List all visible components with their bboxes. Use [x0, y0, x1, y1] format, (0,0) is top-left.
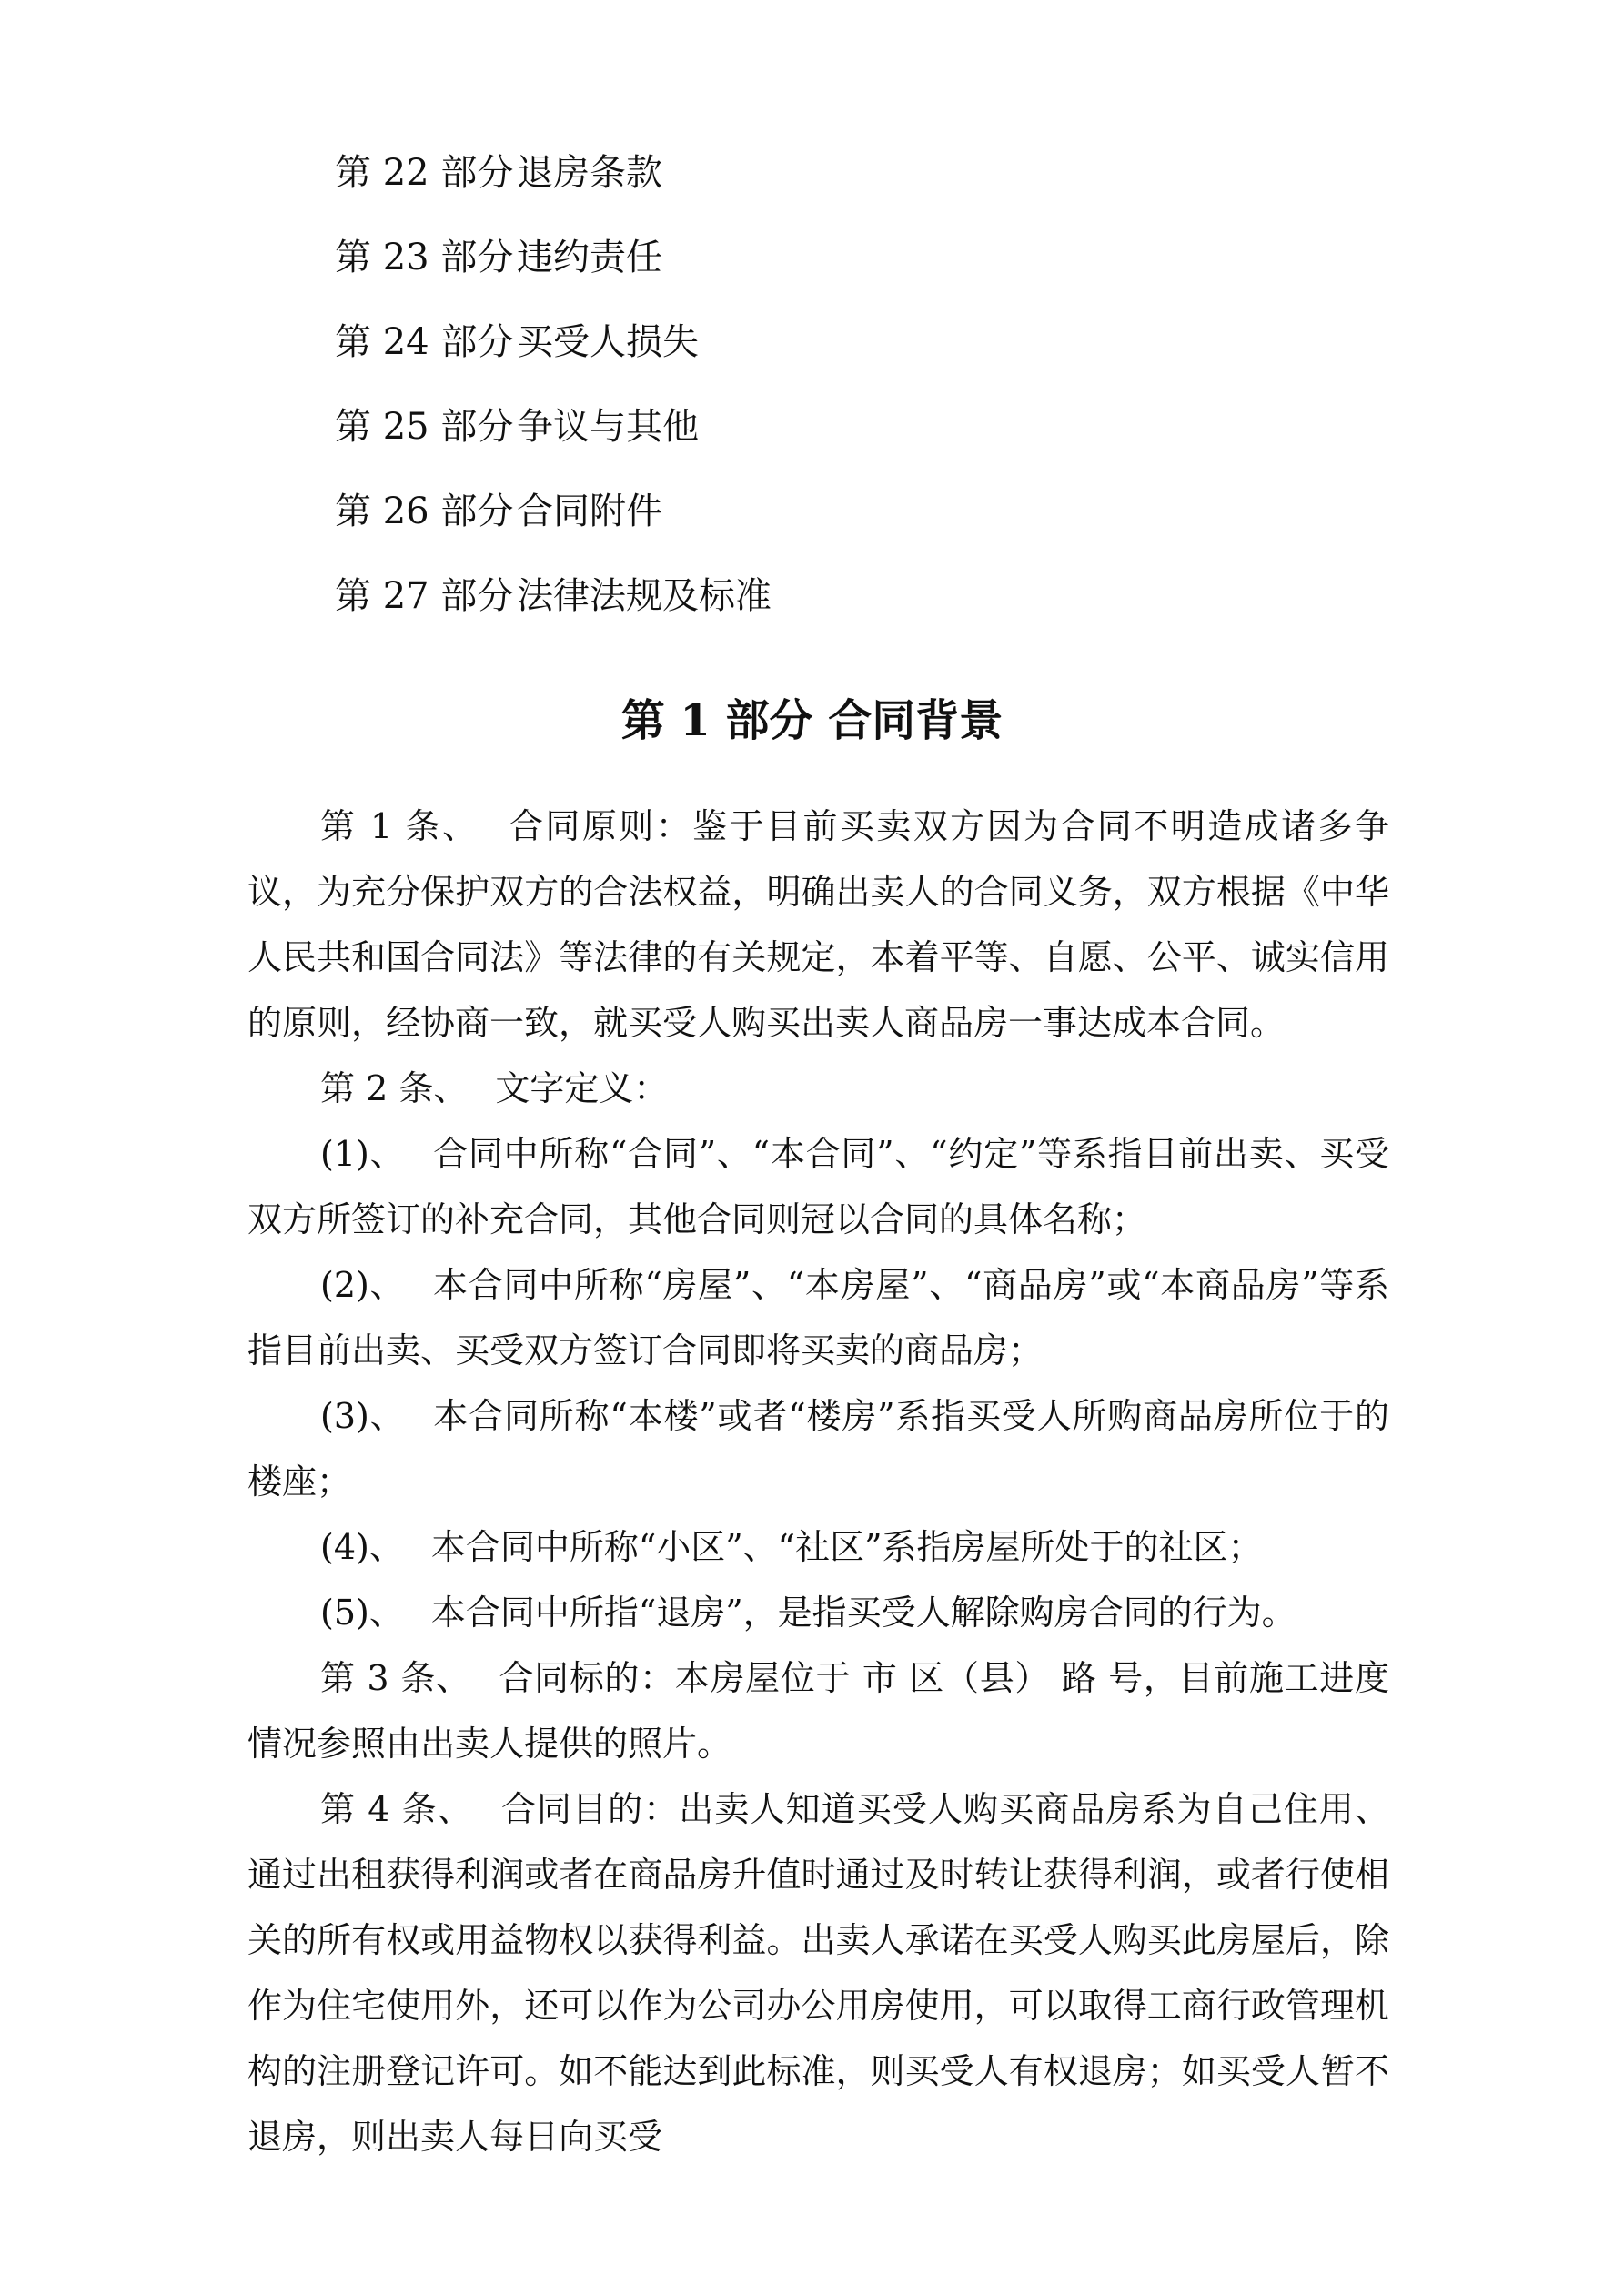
toc-item-number: 第 27 部分 [335, 575, 514, 617]
definition-3 [247, 1383, 1389, 1514]
toc-item-title: 退房条款 [517, 152, 662, 194]
toc-item-title: 买受人损失 [517, 321, 699, 363]
definition-4 [247, 1514, 1389, 1580]
toc-item-number: 第 26 部分 [335, 491, 514, 532]
article-text: 合同标的：本房屋位于 市 区（县） 路 号，目前施工进度情况参照由出卖人提供的照片。 [247, 1658, 1389, 1764]
toc-item-number: 第 24 部分 [335, 321, 514, 363]
definition-text: 本合同所称“本楼”或者“楼房”系指买受人所购商品房所位于的楼座； [247, 1396, 1390, 1502]
toc-item [335, 221, 772, 306]
toc-item-title: 合同附件 [517, 491, 662, 532]
article-label: 第 1 条、 [320, 806, 479, 846]
toc-item-title: 违约责任 [517, 237, 662, 278]
toc-item-number: 第 23 部分 [335, 237, 514, 278]
definition-label: (1)、 [320, 1134, 406, 1174]
toc-item-number: 第 22 部分 [335, 152, 514, 194]
document-body [247, 794, 1389, 2170]
toc-item [335, 306, 772, 390]
definition-1 [247, 1121, 1389, 1252]
toc-item-number: 第 25 部分 [335, 406, 514, 448]
article-2 [247, 1056, 1389, 1121]
article-text: 合同目的：出卖人知道买受人购买商品房系为自己住用、通过出租获得利润或者在商品房升值时通过及时转让获得利润，或者行使相关的所有权或用益物权以获得利益。出卖人承诺在买受人购买此房屋后，除作为住宅使用外，还可以作为公司办公用房使用，可以取得工商行政管理机构的注册登记许可。如不能达到此标准，则买受人有权退房；如买受人暂不退房，则出卖人每日向买受 [247, 1789, 1389, 2157]
toc-item [335, 390, 772, 475]
article-1 [247, 794, 1389, 1056]
article-label: 第 3 条、 [320, 1658, 471, 1698]
article-3 [247, 1645, 1389, 1776]
definition-5 [247, 1580, 1389, 1645]
article-text: 文字定义： [495, 1068, 669, 1108]
article-label: 第 4 条、 [320, 1789, 473, 1829]
definition-label: (4)、 [320, 1527, 404, 1567]
toc-item [335, 475, 772, 560]
article-text: 合同原则：鉴于目前买卖双方因为合同不明造成诸多争议，为充分保护双方的合法权益，明确出卖人的合同义务，双方根据《中华人民共和国合同法》等法律的有关规定，本着平等、自愿、公平、诚实信用的原则，经协商一致，就买受人购买出卖人商品房一事达成本合同。 [247, 806, 1389, 1043]
toc-item [335, 560, 772, 644]
section-heading: 第 1 部分 合同背景 [620, 695, 1004, 746]
definition-text: 合同中所称“合同”、“本合同”、“约定”等系指目前出卖、买受双方所签订的补充合同，其他合同则冠以合同的具体名称； [247, 1134, 1389, 1239]
toc-item-title: 法律法规及标准 [517, 575, 772, 617]
definition-2 [247, 1252, 1389, 1383]
table-of-contents [335, 137, 772, 644]
definition-label: (3)、 [320, 1396, 406, 1436]
definition-label: (2)、 [320, 1265, 406, 1305]
toc-item-title: 争议与其他 [517, 406, 699, 448]
toc-item [335, 137, 772, 221]
article-label: 第 2 条、 [320, 1068, 469, 1108]
definition-label: (5)、 [320, 1593, 404, 1633]
definition-text: 本合同中所称“小区”、“社区”系指房屋所处于的社区； [430, 1527, 1263, 1567]
definition-text: 本合同中所称“房屋”、“本房屋”、“商品房”或“本商品房”等系指目前出卖、买受双方签订合同即将买卖的商品房； [247, 1265, 1390, 1371]
definition-text: 本合同中所指“退房”，是指买受人解除购房合同的行为。 [430, 1593, 1296, 1633]
article-4 [247, 1776, 1389, 2170]
